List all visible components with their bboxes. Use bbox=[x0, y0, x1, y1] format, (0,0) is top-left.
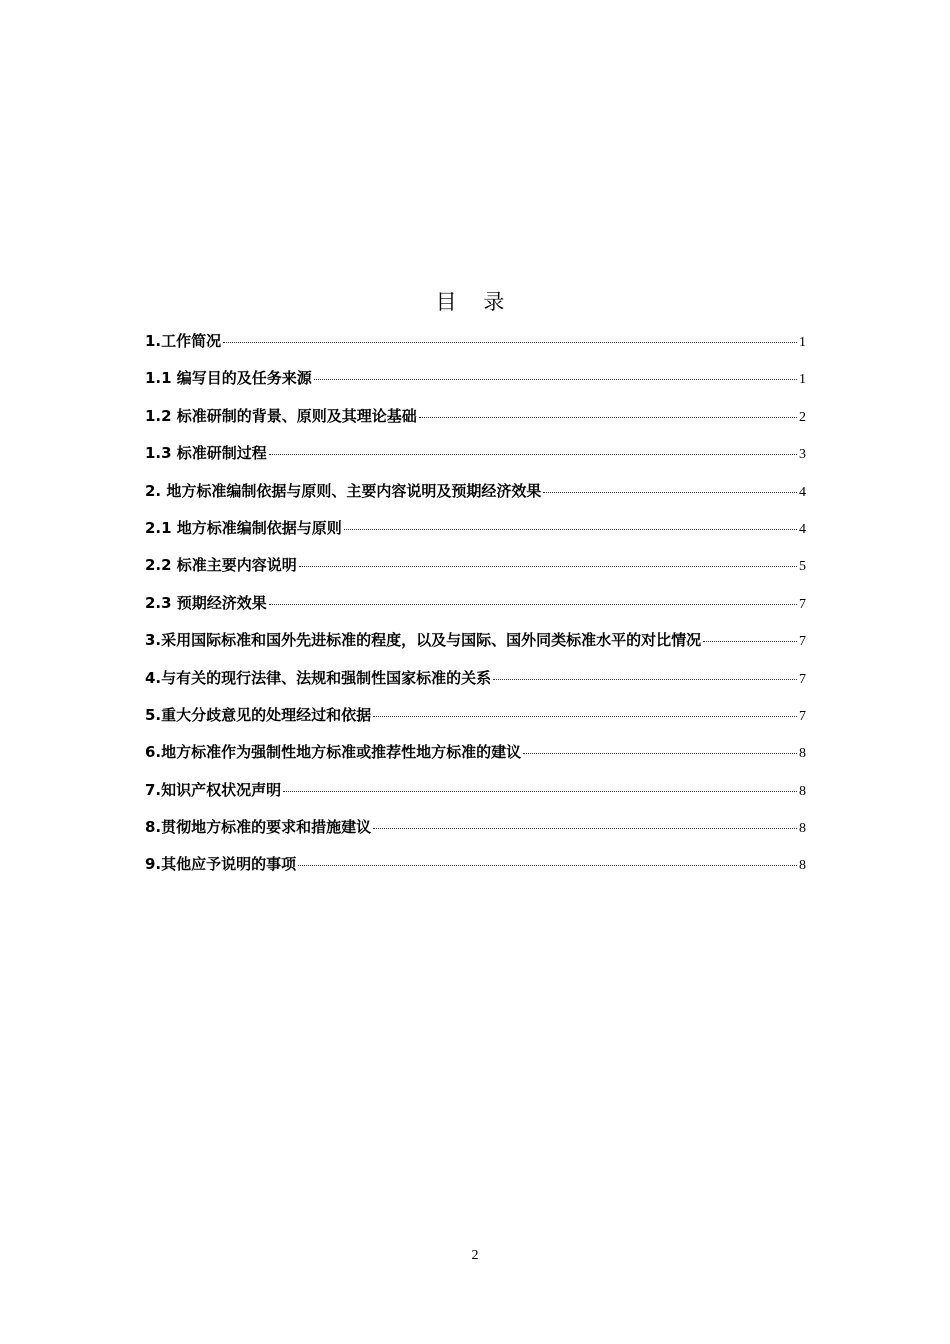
page-number: 2 bbox=[471, 1248, 479, 1263]
toc-entry[interactable] bbox=[145, 739, 806, 776]
toc-title: 目 录 bbox=[435, 290, 515, 314]
toc-leader-dots bbox=[703, 641, 797, 642]
toc-entry-label: 2.3 预期经济效果 bbox=[145, 593, 267, 612]
toc-leader-dots bbox=[269, 604, 797, 605]
toc-entry[interactable] bbox=[145, 515, 806, 552]
toc-entry-label: 2. 地方标准编制依据与原则、主要内容说明及预期经济效果 bbox=[145, 481, 542, 500]
toc-entry-page: 4 bbox=[799, 521, 806, 537]
toc-list bbox=[145, 328, 806, 889]
toc-entry-label: 4.与有关的现行法律、法规和强制性国家标准的关系 bbox=[145, 668, 492, 687]
toc-entry-page: 3 bbox=[799, 447, 806, 463]
toc-entry-label: 1.1 编写目的及任务来源 bbox=[145, 369, 312, 388]
toc-entry[interactable] bbox=[145, 665, 806, 702]
toc-entry-page: 8 bbox=[799, 783, 806, 799]
toc-leader-dots bbox=[493, 679, 797, 680]
toc-entry-page: 7 bbox=[799, 671, 806, 687]
toc-entry-label: 3.采用国际标准和国外先进标准的程度，以及与国际、国外同类标准水平的对比情况 bbox=[145, 631, 702, 650]
toc-leader-dots bbox=[283, 791, 797, 792]
toc-entry-page: 1 bbox=[799, 335, 806, 350]
toc-leader-dots bbox=[269, 454, 797, 455]
toc-entry[interactable] bbox=[145, 440, 806, 477]
toc-entry-label: 7.知识产权状况声明 bbox=[145, 780, 282, 799]
toc-entry[interactable] bbox=[145, 627, 806, 664]
toc-entry-page: 8 bbox=[799, 746, 806, 762]
toc-entry[interactable] bbox=[145, 478, 806, 515]
toc-leader-dots bbox=[314, 379, 797, 380]
toc-leader-dots bbox=[344, 529, 797, 530]
toc-entry-page: 5 bbox=[799, 559, 806, 575]
toc-entry-page: 7 bbox=[799, 596, 806, 612]
toc-leader-dots bbox=[299, 566, 797, 567]
toc-entry[interactable] bbox=[145, 814, 806, 851]
toc-entry-label: 1.工作简况 bbox=[145, 332, 222, 350]
toc-leader-dots bbox=[419, 417, 797, 418]
toc-entry-page: 4 bbox=[799, 484, 806, 500]
toc-entry[interactable] bbox=[145, 328, 806, 365]
toc-entry-page: 2 bbox=[799, 409, 806, 425]
toc-entry-label: 1.2 标准研制的背景、原则及其理论基础 bbox=[145, 406, 417, 425]
toc-entry-label: 2.1 地方标准编制依据与原则 bbox=[145, 518, 342, 537]
toc-entry[interactable] bbox=[145, 552, 806, 589]
toc-entry-page: 7 bbox=[799, 634, 806, 650]
toc-leader-dots bbox=[298, 865, 797, 866]
toc-entry-label: 9.其他应予说明的事项 bbox=[145, 855, 297, 874]
toc-entry-label: 2.2 标准主要内容说明 bbox=[145, 556, 297, 575]
toc-entry[interactable] bbox=[145, 365, 806, 402]
toc-entry[interactable] bbox=[145, 851, 806, 888]
toc-leader-dots bbox=[373, 828, 797, 829]
toc-entry-label: 1.3 标准研制过程 bbox=[145, 444, 267, 463]
toc-entry-page: 1 bbox=[799, 372, 806, 388]
toc-entry-label: 6.地方标准作为强制性地方标准或推荐性地方标准的建议 bbox=[145, 743, 522, 762]
toc-leader-dots bbox=[223, 342, 797, 343]
toc-entry[interactable] bbox=[145, 403, 806, 440]
toc-entry[interactable] bbox=[145, 777, 806, 814]
toc-entry-label: 5.重大分歧意见的处理经过和依据 bbox=[145, 705, 372, 724]
toc-entry-label: 8.贯彻地方标准的要求和措施建议 bbox=[145, 818, 372, 837]
toc-leader-dots bbox=[543, 492, 797, 493]
toc-entry-page: 8 bbox=[799, 858, 806, 874]
toc-leader-dots bbox=[523, 753, 797, 754]
toc-entry-page: 7 bbox=[799, 708, 806, 724]
toc-leader-dots bbox=[373, 716, 797, 717]
toc-entry-page: 8 bbox=[799, 821, 806, 837]
toc-entry[interactable] bbox=[145, 590, 806, 627]
toc-entry[interactable] bbox=[145, 702, 806, 739]
